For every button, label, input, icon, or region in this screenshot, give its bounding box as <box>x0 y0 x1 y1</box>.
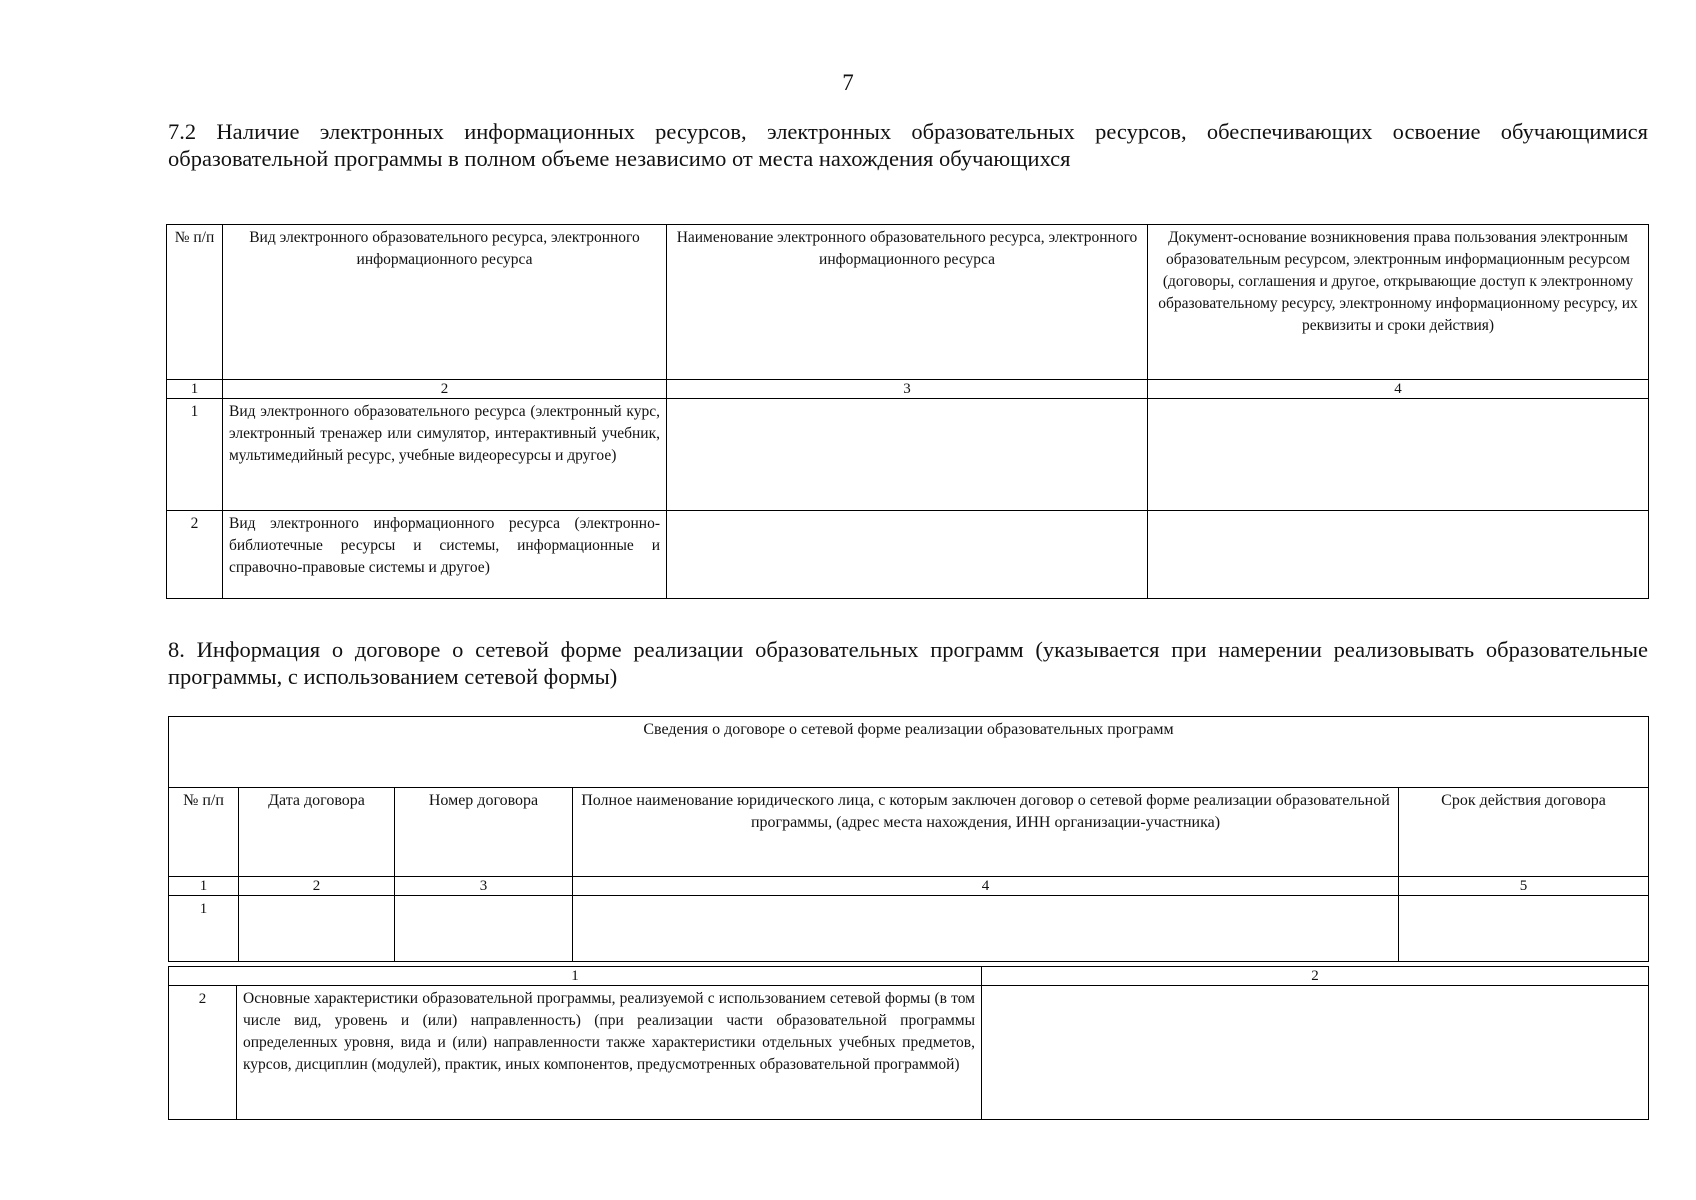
resource-name-cell <box>667 399 1148 511</box>
table-row <box>169 896 1649 962</box>
header-cell-number: № п/п <box>167 225 223 380</box>
row-number: 1 <box>167 399 223 511</box>
organization-cell <box>573 896 1399 962</box>
column-number: 3 <box>667 380 1148 399</box>
table-caption-row <box>169 717 1649 788</box>
row-number: 1 <box>169 896 239 962</box>
row-number: 2 <box>167 511 223 599</box>
header-cell-resource-name: Наименование электронного образовательного ресурса, электронного информационного ресурса <box>667 225 1148 380</box>
header-cell-agreement-date: Дата договора <box>239 788 395 877</box>
header-cell-agreement-term: Срок действия договора <box>1399 788 1649 877</box>
column-number: 4 <box>573 877 1399 896</box>
resource-kind-cell: Вид электронного образовательного ресурса (электронный курс, электронный тренажер или симулятор, интерактивный учебник, мультимедийный ресурс, учебные видеоресурсы и другое) <box>223 399 667 511</box>
column-number: 4 <box>1148 380 1649 399</box>
column-number-row <box>169 877 1649 896</box>
basis-document-cell <box>1148 399 1649 511</box>
basis-document-cell <box>1148 511 1649 599</box>
table-caption: Сведения о договоре о сетевой форме реализации образовательных программ <box>169 717 1649 788</box>
column-number: 2 <box>239 877 395 896</box>
table-row <box>169 986 1649 1120</box>
header-cell-number: № п/п <box>169 788 239 877</box>
program-characteristics-value-cell <box>982 986 1649 1120</box>
section-7-2-heading: 7.2 Наличие электронных информационных ресурсов, электронных образовательных ресурсов, обеспечивающих освоение обучающимися образовательной программы в полном объеме независимо от места нахождения обучающихся <box>168 119 1648 171</box>
agreement-term-cell <box>1399 896 1649 962</box>
electronic-resources-table <box>166 224 1649 599</box>
column-number: 3 <box>395 877 573 896</box>
header-cell-organization: Полное наименование юридического лица, с которым заключен договор о сетевой форме реализации образовательной программы, (адрес места нахождения, ИНН организации-участника) <box>573 788 1399 877</box>
column-number: 1 <box>169 877 239 896</box>
column-number: 5 <box>1399 877 1649 896</box>
agreement-date-cell <box>239 896 395 962</box>
resource-kind-cell: Вид электронного информационного ресурса (электронно-библиотечные ресурсы и системы, информационные и справочно-правовые системы и другое) <box>223 511 667 599</box>
column-number: 1 <box>167 380 223 399</box>
column-number: 2 <box>223 380 667 399</box>
agreement-number-cell <box>395 896 573 962</box>
page-number: 7 <box>842 70 854 95</box>
table-row <box>167 511 1649 599</box>
program-characteristics-cell: Основные характеристики образовательной программы, реализуемой с использованием сетевой формы (в том числе вид, уровень и (или) направленность) (при реализации части образовательной программы определенных уровня, вида и (или) направленности также характеристики отдельных учебных предметов, курсов, дисциплин (модулей), практик, иных компонентов, предусмотренных образовательной программой) <box>237 986 982 1120</box>
header-cell-basis-document: Документ-основание возникновения права пользования электронным образовательным ресурсом, электронным информационным ресурсом (договоры, соглашения и другое, открывающие доступ к электронному образовательному ресурсу, электронному информационному ресурсу, их реквизиты и сроки действия) <box>1148 225 1649 380</box>
row-number: 2 <box>169 986 237 1120</box>
section-8-heading: 8. Информация о договоре о сетевой форме реализации образовательных программ (указывается при намерении реализовывать образовательные программы, с использованием сетевой формы) <box>168 637 1648 689</box>
column-number: 2 <box>982 967 1649 986</box>
table-row <box>167 399 1649 511</box>
column-number: 1 <box>169 967 982 986</box>
table-header-row <box>167 225 1649 380</box>
header-cell-resource-kind: Вид электронного образовательного ресурса, электронного информационного ресурса <box>223 225 667 380</box>
resource-name-cell <box>667 511 1148 599</box>
column-number-row <box>167 380 1649 399</box>
header-cell-agreement-number: Номер договора <box>395 788 573 877</box>
network-agreement-table <box>168 716 1649 962</box>
program-characteristics-table <box>168 966 1649 1120</box>
column-number-row <box>169 967 1649 986</box>
table-header-row <box>169 788 1649 877</box>
